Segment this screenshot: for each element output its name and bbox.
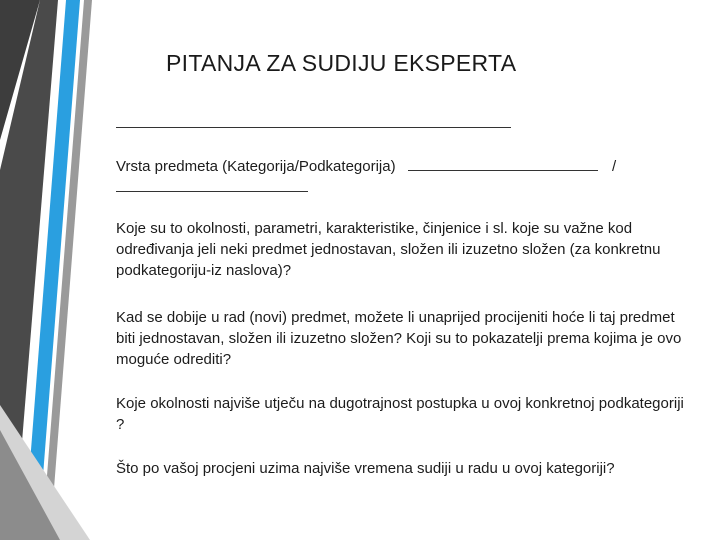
question-text: Koje okolnosti najviše utječu na dugotrajnost postupka u ovoj konkretnoj podkategoriji ? xyxy=(116,395,684,433)
category-prompt: Vrsta predmeta (Kategorija/Podkategorija) xyxy=(116,158,396,175)
subcategory-blank[interactable] xyxy=(116,177,308,192)
question-text: Što po vašoj procjeni uzima najviše vremena sudiji u radu u ovoj kategoriji? xyxy=(116,460,615,477)
question-text: Kad se dobije u rad (novi) predmet, možete li unaprijed procijeniti hoće li taj predmet biti jednostavan, složen ili izuzetno složen? Koji su to pokazatelji prema kojima je ovo moguće odrediti? xyxy=(116,309,682,368)
category-line xyxy=(116,156,688,198)
category-blank[interactable] xyxy=(408,156,598,171)
question-3 xyxy=(116,393,688,435)
question-text: Koje su to okolnosti, parametri, karakteristike, činjenice i sl. koje su važne kod određivanja jeli neki predmet jednostavan, složen ili izuzetno složen (za konkretnu podkategoriju-iz naslova)? xyxy=(116,220,661,279)
category-separator: / xyxy=(611,158,617,175)
question-4 xyxy=(116,458,688,479)
question-1 xyxy=(116,218,688,281)
title-underline xyxy=(116,127,511,128)
page-title: PITANJA ZA SUDIJU EKSPERTA xyxy=(166,50,517,76)
question-2 xyxy=(116,307,688,370)
